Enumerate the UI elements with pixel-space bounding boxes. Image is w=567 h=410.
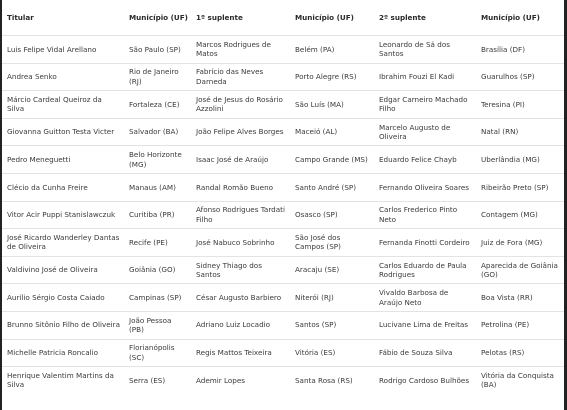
table-header-row bbox=[2, 0, 564, 36]
municipio-segundo-cell: Ribeirão Preto (SP) bbox=[476, 173, 564, 201]
municipio-segundo-cell: Juiz de Fora (MG) bbox=[476, 229, 564, 257]
titular-cell: Luis Felipe Vidal Arellano bbox=[2, 36, 124, 64]
table-row bbox=[2, 173, 564, 201]
table-row bbox=[2, 339, 564, 367]
titular-cell: Brunno Sitônio Filho de Oliveira bbox=[2, 311, 124, 339]
municipio-titular-cell: São Paulo (SP) bbox=[124, 36, 191, 64]
municipio-primeiro-cell: Aracaju (SE) bbox=[290, 256, 374, 284]
titular-cell: Clécio da Cunha Freire bbox=[2, 173, 124, 201]
titular-cell: Pedro Meneguetti bbox=[2, 146, 124, 174]
table-row bbox=[2, 201, 564, 229]
municipio-titular-cell: Belo Horizonte (MG) bbox=[124, 146, 191, 174]
table-row bbox=[2, 284, 564, 312]
municipio-titular-cell: João Pessoa (PB) bbox=[124, 311, 191, 339]
substitutes-table bbox=[2, 0, 564, 394]
header-titular: Titular bbox=[2, 0, 124, 36]
segundo-suplente-cell: Eduardo Felice Chayb bbox=[374, 146, 476, 174]
table-row bbox=[2, 91, 564, 119]
titular-cell: Valdivino José de Oliveira bbox=[2, 256, 124, 284]
table-row bbox=[2, 367, 564, 394]
municipio-segundo-cell: Contagem (MG) bbox=[476, 201, 564, 229]
primeiro-suplente-cell: Adriano Luiz Locadio bbox=[191, 311, 290, 339]
primeiro-suplente-cell: José Nabuco Sobrinho bbox=[191, 229, 290, 257]
primeiro-suplente-cell: Regis Mattos Teixeira bbox=[191, 339, 290, 367]
header-segundo-suplente: 2º suplente bbox=[374, 0, 476, 36]
municipio-primeiro-cell: São Luís (MA) bbox=[290, 91, 374, 119]
table-row bbox=[2, 256, 564, 284]
primeiro-suplente-cell: Ademir Lopes bbox=[196, 375, 246, 385]
municipio-titular-cell: Fortaleza (CE) bbox=[124, 91, 191, 119]
municipio-segundo-cell: Brasília (DF) bbox=[476, 36, 564, 64]
primeiro-suplente-cell: Isaac José de Araújo bbox=[191, 146, 290, 174]
segundo-suplente-cell: Edgar Carneiro Machado Filho bbox=[374, 91, 476, 119]
primeiro-suplente-cell: César Augusto Barbiero bbox=[191, 284, 290, 312]
municipio-titular-cell: Serra (ES) bbox=[129, 375, 166, 385]
municipio-primeiro-cell: Santo André (SP) bbox=[290, 173, 374, 201]
table-row bbox=[2, 229, 564, 257]
titular-cell: Michelle Patricia Roncalio bbox=[2, 339, 124, 367]
titular-cell: Aurílio Sérgio Costa Caiado bbox=[2, 284, 124, 312]
segundo-suplente-cell: Carlos Eduardo de Paula Rodrigues bbox=[374, 256, 476, 284]
municipio-titular-cell: Rio de Janeiro (RJ) bbox=[124, 63, 191, 91]
municipio-primeiro-cell: Santos (SP) bbox=[290, 311, 374, 339]
segundo-suplente-cell: Carlos Frederico Pinto Neto bbox=[374, 201, 476, 229]
municipio-titular-cell: Recife (PE) bbox=[124, 229, 191, 257]
titular-cell: Giovanna Guitton Testa Victer bbox=[2, 118, 124, 146]
municipio-segundo-cell: Natal (RN) bbox=[476, 118, 564, 146]
primeiro-suplente-cell: Afonso Rodrigues Tardati Filho bbox=[191, 201, 290, 229]
segundo-suplente-cell: Leonardo de Sá dos Santos bbox=[374, 36, 476, 64]
segundo-suplente-cell: Marcelo Augusto de Oliveira bbox=[374, 118, 476, 146]
segundo-suplente-cell: Vivaldo Barbosa de Araújo Neto bbox=[374, 284, 476, 312]
titular-cell: Márcio Cardeal Queiroz da Silva bbox=[2, 91, 124, 119]
municipio-segundo-cell: Teresina (PI) bbox=[476, 91, 564, 119]
municipio-primeiro-cell: Belém (PA) bbox=[290, 36, 374, 64]
municipio-segundo-cell: Uberlândia (MG) bbox=[476, 146, 564, 174]
segundo-suplente-cell: Lucivane Lima de Freitas bbox=[374, 311, 476, 339]
municipio-primeiro-cell: Vitória (ES) bbox=[290, 339, 374, 367]
primeiro-suplente-cell: Fabrício das Neves Darneda bbox=[191, 63, 290, 91]
table-row bbox=[2, 311, 564, 339]
table-body bbox=[2, 36, 564, 394]
municipio-segundo-cell: Pelotas (RS) bbox=[476, 339, 564, 367]
table-row bbox=[2, 118, 564, 146]
municipio-titular-cell: Campinas (SP) bbox=[124, 284, 191, 312]
table-row bbox=[2, 36, 564, 64]
header-municipio-segundo: Município (UF) bbox=[476, 0, 564, 36]
municipio-titular-cell: Curitiba (PR) bbox=[124, 201, 191, 229]
municipio-titular-cell: Florianópolis (SC) bbox=[124, 339, 191, 367]
titular-cell: Andrea Senko bbox=[2, 63, 124, 91]
municipio-segundo-cell: Guarulhos (SP) bbox=[476, 63, 564, 91]
header-municipio-titular: Município (UF) bbox=[124, 0, 191, 36]
header-municipio-primeiro: Município (UF) bbox=[290, 0, 374, 36]
segundo-suplente-cell: Fernando Oliveira Soares bbox=[374, 173, 476, 201]
primeiro-suplente-cell: Sidney Thiago dos Santos bbox=[191, 256, 290, 284]
header-primeiro-suplente: 1º suplente bbox=[191, 0, 290, 36]
municipio-primeiro-cell: São José dos Campos (SP) bbox=[290, 229, 374, 257]
titular-cell: Henrique Valentim Martins da Silva bbox=[7, 370, 114, 390]
segundo-suplente-cell: Fábio de Souza Silva bbox=[374, 339, 476, 367]
municipio-titular-cell: Manaus (AM) bbox=[124, 173, 191, 201]
municipio-primeiro-cell: Maceió (AL) bbox=[290, 118, 374, 146]
municipio-primeiro-cell: Santa Rosa (RS) bbox=[295, 375, 353, 385]
municipio-titular-cell: Salvador (BA) bbox=[124, 118, 191, 146]
table-row bbox=[2, 146, 564, 174]
segundo-suplente-cell: Fernanda Finotti Cordeiro bbox=[374, 229, 476, 257]
titular-cell: Vitor Acir Puppi Stanislawczuk bbox=[2, 201, 124, 229]
table-row bbox=[2, 63, 564, 91]
municipio-primeiro-cell: Campo Grande (MS) bbox=[290, 146, 374, 174]
primeiro-suplente-cell: João Felipe Alves Borges bbox=[191, 118, 290, 146]
municipio-primeiro-cell: Porto Alegre (RS) bbox=[290, 63, 374, 91]
primeiro-suplente-cell: José de Jesus do Rosário Azzolini bbox=[191, 91, 290, 119]
municipio-segundo-cell: Vitória da Conquista (BA) bbox=[481, 370, 554, 390]
segundo-suplente-cell: Ibrahim Fouzi El Kadi bbox=[374, 63, 476, 91]
primeiro-suplente-cell: Marcos Rodrigues de Matos bbox=[191, 36, 290, 64]
municipio-titular-cell: Goiânia (GO) bbox=[124, 256, 191, 284]
municipio-primeiro-cell: Niterói (RJ) bbox=[290, 284, 374, 312]
primeiro-suplente-cell: Randal Romão Bueno bbox=[191, 173, 290, 201]
municipio-segundo-cell: Petrolina (PE) bbox=[476, 311, 564, 339]
municipio-segundo-cell: Boa Vista (RR) bbox=[476, 284, 564, 312]
titular-cell: José Ricardo Wanderley Dantas de Oliveira bbox=[2, 229, 124, 257]
segundo-suplente-cell: Rodrigo Cardoso Bulhões bbox=[379, 375, 470, 385]
municipio-primeiro-cell: Osasco (SP) bbox=[290, 201, 374, 229]
municipio-segundo-cell: Aparecida de Goiânia (GO) bbox=[476, 256, 564, 284]
